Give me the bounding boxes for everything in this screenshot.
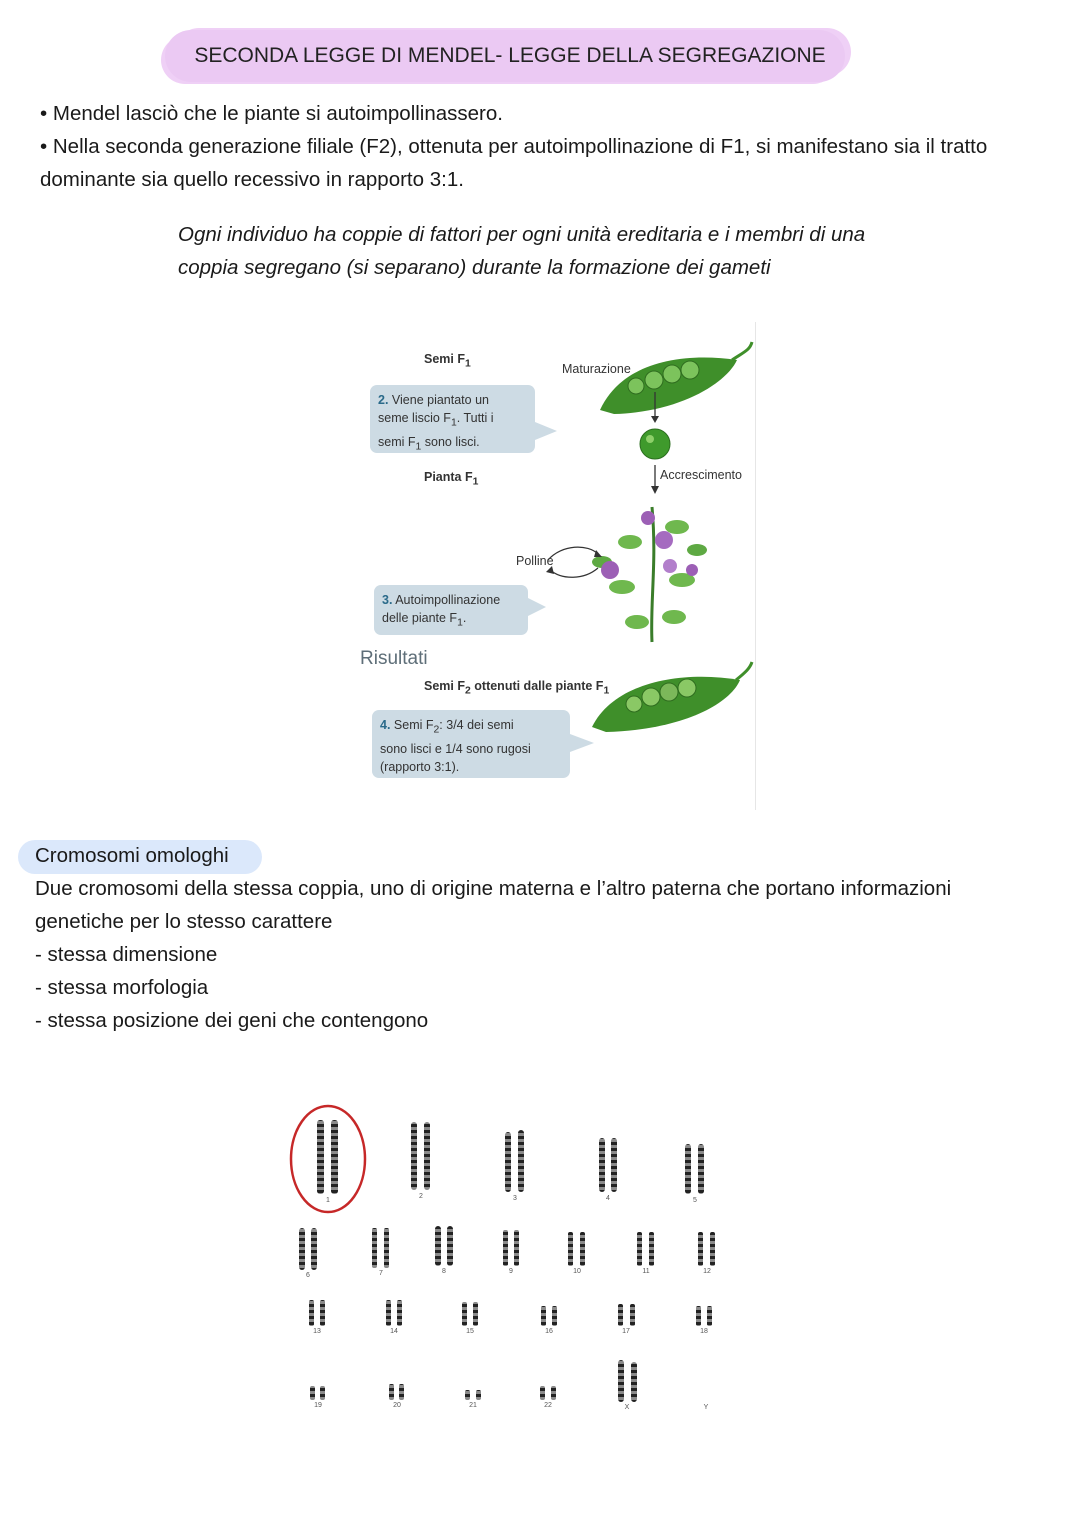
chromosome-13b xyxy=(320,1300,325,1326)
chromosome-6a xyxy=(299,1228,305,1270)
chromosome-label: Y xyxy=(703,1404,709,1411)
chromosome-10a xyxy=(568,1232,573,1266)
chromosome-20a xyxy=(389,1384,394,1400)
definition-line-2: genetiche per lo stesso carattere xyxy=(35,910,333,933)
chromosome-5b xyxy=(698,1144,704,1194)
chromosome-19a xyxy=(310,1386,315,1400)
label-maturazione: Maturazione xyxy=(562,362,631,376)
chromosome-9a xyxy=(503,1230,508,1266)
callout-step-3: 3. Autoimpollinazione delle piante $F_1$. xyxy=(374,585,528,635)
section-body xyxy=(35,872,1065,1037)
chromosome-18b xyxy=(707,1306,712,1326)
chromosome-label: 10 xyxy=(573,1268,581,1275)
chromosome-1b xyxy=(331,1120,338,1194)
chromosome-label: 9 xyxy=(509,1268,513,1275)
chromosome-label: 6 xyxy=(306,1272,310,1279)
chromosome-2b xyxy=(424,1122,430,1190)
chromosome-label: 1 xyxy=(326,1197,330,1204)
label-pianta-f1: Pianta $F_1$ xyxy=(424,470,479,488)
chromosome-label: 20 xyxy=(393,1402,401,1409)
chromosome-14a xyxy=(386,1300,391,1326)
chromosome-8b xyxy=(447,1226,453,1266)
arrow-head-1 xyxy=(651,416,659,423)
chromosome-8a xyxy=(435,1226,441,1266)
pea-plant-icon xyxy=(592,507,707,642)
chromosome-5a xyxy=(685,1144,691,1194)
chromosome-11b xyxy=(649,1232,654,1266)
chromosome-label: 3 xyxy=(513,1195,517,1202)
pea-pod-bottom-icon xyxy=(592,662,752,732)
chromosome-3a xyxy=(505,1132,511,1192)
chromosome-15a xyxy=(462,1302,467,1326)
chromosome-7a xyxy=(372,1228,377,1268)
chromosome-17b xyxy=(630,1304,635,1326)
chromosome-label: X xyxy=(624,1404,630,1411)
chromosome-22a xyxy=(540,1386,545,1400)
chromosome-11a xyxy=(637,1232,642,1266)
label-semi-f1: Semi $F_1$ xyxy=(424,352,471,370)
label-polline: Polline xyxy=(516,554,554,568)
chromosome-7b xyxy=(384,1228,389,1268)
chromosome-label: 11 xyxy=(642,1268,650,1275)
chromosome-label: 13 xyxy=(313,1328,321,1335)
bullet-1: • Mendel lasciò che le piante si autoimpollinassero. xyxy=(40,102,503,125)
chromosome-2a xyxy=(411,1122,417,1190)
chromosome-label: 7 xyxy=(379,1270,383,1277)
bullet-2-continued: dominante sia quello recessivo in rapporto 3:1. xyxy=(40,168,464,191)
chromosome-18a xyxy=(696,1306,701,1326)
pea-pod-top-icon xyxy=(600,342,752,414)
chromosome-21b xyxy=(476,1390,481,1400)
chromosome-label: 16 xyxy=(545,1328,553,1335)
chromosome-12a xyxy=(698,1232,703,1266)
definition-line-1: Due cromosomi della stessa coppia, uno di origine materna e l’altro paterna che portano informazioni xyxy=(35,877,952,900)
chromosome-6b xyxy=(311,1228,317,1270)
chromosome-label: 8 xyxy=(442,1268,446,1275)
law-statement: Ogni individuo ha coppie di fattori per ogni unità ereditaria e i membri di una coppia segregano (si separano) durante la formazione dei gameti xyxy=(178,223,866,279)
label-risultati: Risultati xyxy=(360,648,428,669)
chromosome-14b xyxy=(397,1300,402,1326)
pollen-arrow-top xyxy=(548,547,598,560)
chromosome-label: 22 xyxy=(544,1402,552,1409)
chromosome-3b xyxy=(518,1130,524,1192)
karyotype-chromosomes xyxy=(280,1100,740,1430)
karyotype-figure xyxy=(280,1100,740,1430)
list-item: - stessa posizione dei geni che contengono xyxy=(35,1009,429,1032)
callout-step-4: 4. Semi $F_2$: 3/4 dei semi sono lisci e 1/4 sono rugosi (rapporto 3:1). xyxy=(372,710,570,778)
chromosome-label: 4 xyxy=(606,1195,610,1202)
chromosome-19b xyxy=(320,1386,325,1400)
chromosome-17a xyxy=(618,1304,623,1326)
list-item: - stessa dimensione xyxy=(35,943,218,966)
page-title: SECONDA LEGGE DI MENDEL- LEGGE DELLA SEGREGAZIONE xyxy=(194,44,826,67)
chromosome-label: 14 xyxy=(390,1328,398,1335)
seed-icon xyxy=(640,429,670,459)
chromosome-12b xyxy=(710,1232,715,1266)
chromosome-x-b xyxy=(631,1362,637,1402)
chromosome-21a xyxy=(465,1390,470,1400)
chromosome-4a xyxy=(599,1138,605,1192)
section-heading: Cromosomi omologhi xyxy=(35,844,229,867)
chromosome-x-a xyxy=(618,1360,624,1402)
chromosome-4b xyxy=(611,1138,617,1192)
figure-illustration xyxy=(352,322,760,812)
chromosome-9b xyxy=(514,1230,519,1266)
chromosome-label: 21 xyxy=(469,1402,477,1409)
arrow-head-2 xyxy=(651,486,659,494)
chromosome-label: 12 xyxy=(703,1268,711,1275)
label-semi-f2: Semi $F_2$ ottenuti dalle piante $F_1$ xyxy=(424,679,610,697)
chromosome-15b xyxy=(473,1302,478,1326)
chromosome-label: 5 xyxy=(693,1197,697,1204)
chromosome-label: 2 xyxy=(419,1193,423,1200)
chromosome-16b xyxy=(552,1306,557,1326)
pollen-arrow-bottom xyxy=(550,568,598,577)
chromosome-20b xyxy=(399,1384,404,1400)
chromosome-label: 15 xyxy=(466,1328,474,1335)
chromosome-1a xyxy=(317,1120,324,1194)
chromosome-16a xyxy=(541,1306,546,1326)
label-accrescimento: Accrescimento xyxy=(660,468,742,482)
chromosome-13a xyxy=(309,1300,314,1326)
chromosome-label: 17 xyxy=(622,1328,630,1335)
chromosome-label: 19 xyxy=(314,1402,322,1409)
bullet-list xyxy=(40,97,1060,196)
mendel-figure xyxy=(352,322,760,812)
bullet-2: • Nella seconda generazione filiale (F2), ottenuta per autoimpollinazione di F1, si manifestano sia il tratto xyxy=(40,135,988,158)
chromosome-label: 18 xyxy=(700,1328,708,1335)
chromosome-10b xyxy=(580,1232,585,1266)
list-item: - stessa morfologia xyxy=(35,976,209,999)
callout-step-2: 2. Viene piantato un seme liscio $F_1$. Tutti i semi $F_1$ sono lisci. xyxy=(370,385,535,453)
chromosome-22b xyxy=(551,1386,556,1400)
